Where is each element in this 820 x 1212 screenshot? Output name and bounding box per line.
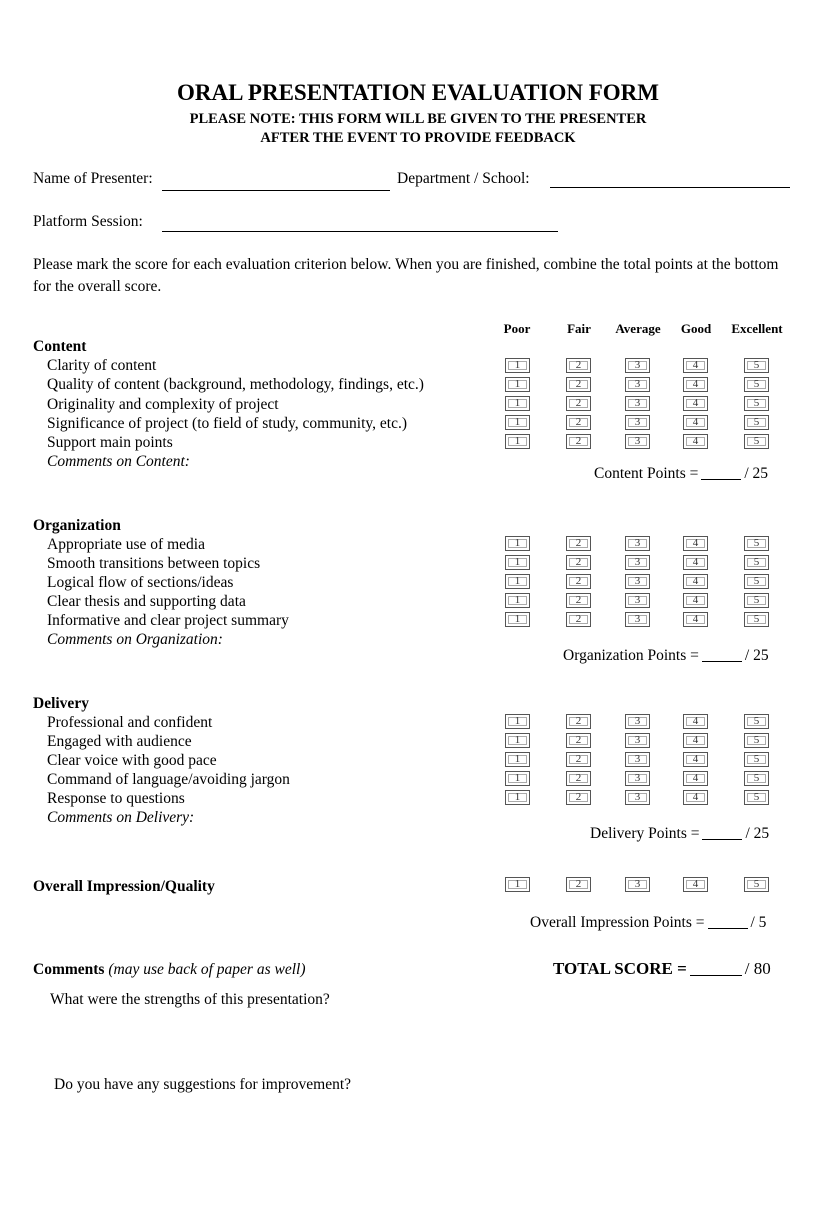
score-value: 1 bbox=[514, 791, 521, 803]
total-score-blank[interactable] bbox=[690, 974, 742, 976]
organization-points-max: / 25 bbox=[744, 647, 769, 664]
score-value: 3 bbox=[634, 772, 641, 784]
organization-score-box[interactable] bbox=[566, 536, 591, 551]
content-score-box[interactable] bbox=[744, 396, 769, 411]
criterion-label: Informative and clear project summary bbox=[47, 612, 289, 629]
score-value: 4 bbox=[692, 772, 699, 784]
presenter-name-label: Name of Presenter: bbox=[33, 170, 153, 187]
score-value: 2 bbox=[575, 791, 582, 803]
criterion-label: Professional and confident bbox=[47, 714, 213, 731]
criterion-label: Quality of content (background, methodology, findings, etc.) bbox=[47, 376, 424, 393]
criterion-label: Engaged with audience bbox=[47, 733, 192, 750]
comments-label-organization: Comments on Organization: bbox=[47, 631, 223, 648]
score-value: 2 bbox=[575, 416, 582, 428]
score-value: 4 bbox=[692, 416, 699, 428]
score-value: 2 bbox=[575, 594, 582, 606]
score-value: 5 bbox=[753, 416, 760, 428]
platform-session-field[interactable] bbox=[162, 231, 558, 232]
content-score-box[interactable] bbox=[566, 396, 591, 411]
scale-header-good: Good bbox=[680, 321, 712, 336]
presenter-name-field[interactable] bbox=[162, 190, 390, 191]
delivery-score-box[interactable] bbox=[625, 790, 650, 805]
score-value: 4 bbox=[692, 435, 699, 447]
criterion-label: Response to questions bbox=[47, 790, 185, 807]
score-value: 5 bbox=[753, 772, 760, 784]
score-value: 4 bbox=[692, 753, 699, 765]
delivery-score-box[interactable] bbox=[505, 790, 530, 805]
criterion-label: Clarity of content bbox=[47, 357, 157, 374]
score-value: 5 bbox=[753, 734, 760, 746]
score-value: 4 bbox=[692, 791, 699, 803]
overall-score-box[interactable] bbox=[566, 877, 591, 892]
organization-score-box[interactable] bbox=[683, 593, 708, 608]
criterion-label: Clear voice with good pace bbox=[47, 752, 217, 769]
delivery-score-box[interactable] bbox=[683, 790, 708, 805]
score-value: 5 bbox=[753, 878, 760, 890]
organization-points-blank[interactable] bbox=[702, 660, 742, 662]
organization-score-box[interactable] bbox=[744, 593, 769, 608]
score-value: 4 bbox=[692, 575, 699, 587]
score-value: 2 bbox=[575, 575, 582, 587]
score-value: 3 bbox=[634, 878, 641, 890]
score-value: 2 bbox=[575, 435, 582, 447]
score-value: 2 bbox=[575, 715, 582, 727]
score-value: 1 bbox=[514, 878, 521, 890]
overall-score-box[interactable] bbox=[505, 877, 530, 892]
delivery-points-row bbox=[590, 825, 769, 843]
score-value: 5 bbox=[753, 594, 760, 606]
organization-score-box[interactable] bbox=[683, 536, 708, 551]
organization-score-box[interactable] bbox=[505, 536, 530, 551]
content-score-box[interactable] bbox=[744, 434, 769, 449]
score-value: 1 bbox=[514, 613, 521, 625]
delivery-score-box[interactable] bbox=[566, 771, 591, 786]
total-score-label: TOTAL SCORE = bbox=[553, 959, 687, 978]
criterion-label: Appropriate use of media bbox=[47, 536, 205, 553]
content-score-box[interactable] bbox=[566, 415, 591, 430]
score-value: 2 bbox=[575, 878, 582, 890]
content-score-box[interactable] bbox=[625, 377, 650, 392]
comments-hint: (may use back of paper as well) bbox=[108, 961, 306, 978]
delivery-score-box[interactable] bbox=[625, 771, 650, 786]
content-score-box[interactable] bbox=[683, 396, 708, 411]
score-value: 3 bbox=[634, 753, 641, 765]
score-value: 3 bbox=[634, 556, 641, 568]
score-value: 1 bbox=[514, 575, 521, 587]
score-value: 1 bbox=[514, 715, 521, 727]
content-score-box[interactable] bbox=[505, 358, 530, 373]
section-title-delivery: Delivery bbox=[33, 695, 89, 712]
organization-score-box[interactable] bbox=[683, 612, 708, 627]
delivery-score-box[interactable] bbox=[566, 714, 591, 729]
organization-score-box[interactable] bbox=[625, 555, 650, 570]
overall-score-box[interactable] bbox=[683, 877, 708, 892]
score-value: 4 bbox=[692, 734, 699, 746]
section-title-content: Content bbox=[33, 338, 87, 355]
content-score-box[interactable] bbox=[683, 415, 708, 430]
score-value: 4 bbox=[692, 397, 699, 409]
department-field[interactable] bbox=[550, 187, 790, 188]
section-title-overall: Overall Impression/Quality bbox=[33, 878, 215, 895]
score-value: 2 bbox=[575, 753, 582, 765]
content-points-label: Content Points = bbox=[594, 465, 699, 482]
criterion-label: Support main points bbox=[47, 434, 173, 451]
delivery-score-box[interactable] bbox=[744, 714, 769, 729]
delivery-score-box[interactable] bbox=[683, 771, 708, 786]
score-value: 5 bbox=[753, 537, 760, 549]
criterion-label: Logical flow of sections/ideas bbox=[47, 574, 234, 591]
content-score-box[interactable] bbox=[683, 358, 708, 373]
total-score-max: / 80 bbox=[744, 959, 771, 978]
organization-score-box[interactable] bbox=[566, 574, 591, 589]
score-value: 3 bbox=[634, 537, 641, 549]
overall-score-box[interactable] bbox=[744, 877, 769, 892]
organization-score-box[interactable] bbox=[744, 612, 769, 627]
score-value: 4 bbox=[692, 594, 699, 606]
score-value: 4 bbox=[692, 613, 699, 625]
organization-score-box[interactable] bbox=[505, 555, 530, 570]
score-value: 2 bbox=[575, 378, 582, 390]
organization-score-box[interactable] bbox=[625, 593, 650, 608]
criterion-label: Smooth transitions between topics bbox=[47, 555, 261, 572]
organization-score-box[interactable] bbox=[505, 574, 530, 589]
score-value: 4 bbox=[692, 378, 699, 390]
organization-score-box[interactable] bbox=[744, 574, 769, 589]
organization-points-label: Organization Points = bbox=[563, 647, 699, 664]
form-note-line-1: PLEASE NOTE: THIS FORM WILL BE GIVEN TO THE PRESENTER bbox=[189, 111, 647, 127]
criterion-label: Originality and complexity of project bbox=[47, 396, 279, 413]
score-value: 2 bbox=[575, 734, 582, 746]
score-value: 2 bbox=[575, 537, 582, 549]
organization-score-box[interactable] bbox=[625, 536, 650, 551]
score-value: 1 bbox=[514, 416, 521, 428]
score-value: 3 bbox=[634, 416, 641, 428]
score-value: 3 bbox=[634, 594, 641, 606]
content-score-box[interactable] bbox=[625, 358, 650, 373]
strengths-question: What were the strengths of this presentation? bbox=[50, 991, 330, 1008]
score-value: 5 bbox=[753, 575, 760, 587]
content-score-box[interactable] bbox=[683, 377, 708, 392]
delivery-score-box[interactable] bbox=[683, 714, 708, 729]
score-value: 1 bbox=[514, 537, 521, 549]
score-value: 5 bbox=[753, 435, 760, 447]
overall-points-row bbox=[530, 914, 766, 932]
score-value: 5 bbox=[753, 613, 760, 625]
content-score-box[interactable] bbox=[566, 358, 591, 373]
delivery-score-box[interactable] bbox=[505, 752, 530, 767]
delivery-score-box[interactable] bbox=[505, 771, 530, 786]
delivery-score-box[interactable] bbox=[566, 752, 591, 767]
section-title-organization: Organization bbox=[33, 517, 121, 534]
content-score-box[interactable] bbox=[683, 434, 708, 449]
comments-title: Comments bbox=[33, 961, 105, 978]
content-score-box[interactable] bbox=[505, 396, 530, 411]
delivery-score-box[interactable] bbox=[744, 752, 769, 767]
form-title: ORAL PRESENTATION EVALUATION FORM bbox=[176, 80, 659, 105]
score-value: 3 bbox=[634, 715, 641, 727]
scale-header-fair: Fair bbox=[567, 321, 591, 336]
content-points-row bbox=[594, 465, 768, 483]
comments-label-content: Comments on Content: bbox=[47, 453, 190, 470]
overall-points-label: Overall Impression Points = bbox=[530, 914, 705, 931]
content-score-box[interactable] bbox=[625, 396, 650, 411]
score-value: 3 bbox=[634, 575, 641, 587]
content-score-box[interactable] bbox=[566, 434, 591, 449]
delivery-score-box[interactable] bbox=[744, 733, 769, 748]
content-points-max: / 25 bbox=[744, 465, 769, 482]
score-value: 3 bbox=[634, 734, 641, 746]
department-label: Department / School: bbox=[397, 170, 530, 187]
delivery-score-box[interactable] bbox=[625, 752, 650, 767]
score-value: 5 bbox=[753, 397, 760, 409]
score-value: 1 bbox=[514, 378, 521, 390]
platform-session-label: Platform Session: bbox=[33, 213, 143, 230]
organization-score-box[interactable] bbox=[683, 574, 708, 589]
content-score-box[interactable] bbox=[744, 377, 769, 392]
criterion-label: Clear thesis and supporting data bbox=[47, 593, 246, 610]
score-value: 3 bbox=[634, 378, 641, 390]
score-value: 3 bbox=[634, 397, 641, 409]
form-note-line-2: AFTER THE EVENT TO PROVIDE FEEDBACK bbox=[260, 130, 576, 146]
comments-heading bbox=[33, 961, 306, 979]
scale-header-average: Average bbox=[615, 321, 661, 336]
comments-label-delivery: Comments on Delivery: bbox=[47, 809, 195, 826]
organization-score-box[interactable] bbox=[566, 555, 591, 570]
score-value: 4 bbox=[692, 878, 699, 890]
score-value: 2 bbox=[575, 397, 582, 409]
delivery-points-max: / 25 bbox=[745, 825, 770, 842]
instructions-paragraph: Please mark the score for each evaluation criterion below. When you are finished, combine the total points at the bottom for the overall score. bbox=[33, 256, 779, 295]
score-value: 1 bbox=[514, 435, 521, 447]
score-value: 5 bbox=[753, 359, 760, 371]
delivery-points-label: Delivery Points = bbox=[590, 825, 700, 842]
overall-points-blank[interactable] bbox=[708, 927, 748, 929]
organization-points-row bbox=[563, 647, 769, 665]
content-score-box[interactable] bbox=[505, 377, 530, 392]
organization-score-box[interactable] bbox=[566, 612, 591, 627]
score-value: 3 bbox=[634, 791, 641, 803]
delivery-score-box[interactable] bbox=[566, 733, 591, 748]
overall-score-box[interactable] bbox=[625, 877, 650, 892]
score-value: 2 bbox=[575, 359, 582, 371]
organization-score-box[interactable] bbox=[505, 612, 530, 627]
score-value: 1 bbox=[514, 556, 521, 568]
score-value: 1 bbox=[514, 594, 521, 606]
delivery-score-box[interactable] bbox=[744, 771, 769, 786]
delivery-score-box[interactable] bbox=[744, 790, 769, 805]
score-value: 5 bbox=[753, 378, 760, 390]
delivery-score-box[interactable] bbox=[683, 733, 708, 748]
organization-score-box[interactable] bbox=[744, 536, 769, 551]
organization-score-box[interactable] bbox=[625, 574, 650, 589]
score-value: 1 bbox=[514, 397, 521, 409]
score-value: 3 bbox=[634, 613, 641, 625]
score-value: 1 bbox=[514, 753, 521, 765]
content-score-box[interactable] bbox=[505, 434, 530, 449]
suggestions-question: Do you have any suggestions for improvement? bbox=[54, 1076, 352, 1093]
score-value: 2 bbox=[575, 772, 582, 784]
score-value: 3 bbox=[634, 359, 641, 371]
score-value: 1 bbox=[514, 734, 521, 746]
content-score-box[interactable] bbox=[744, 415, 769, 430]
score-value: 4 bbox=[692, 359, 699, 371]
score-value: 1 bbox=[514, 772, 521, 784]
delivery-score-box[interactable] bbox=[566, 790, 591, 805]
organization-score-box[interactable] bbox=[683, 555, 708, 570]
organization-score-box[interactable] bbox=[566, 593, 591, 608]
delivery-score-box[interactable] bbox=[505, 733, 530, 748]
criterion-label: Command of language/avoiding jargon bbox=[47, 771, 290, 788]
score-value: 5 bbox=[753, 715, 760, 727]
score-value: 4 bbox=[692, 556, 699, 568]
score-value: 5 bbox=[753, 556, 760, 568]
scale-header-poor: Poor bbox=[503, 321, 531, 336]
score-value: 4 bbox=[692, 537, 699, 549]
delivery-points-blank[interactable] bbox=[702, 838, 742, 840]
scale-header-excellent: Excellent bbox=[731, 321, 783, 336]
delivery-score-box[interactable] bbox=[683, 752, 708, 767]
organization-score-box[interactable] bbox=[625, 612, 650, 627]
delivery-score-box[interactable] bbox=[625, 733, 650, 748]
score-value: 2 bbox=[575, 556, 582, 568]
content-score-box[interactable] bbox=[505, 415, 530, 430]
overall-points-max: / 5 bbox=[750, 914, 767, 931]
score-value: 2 bbox=[575, 613, 582, 625]
organization-score-box[interactable] bbox=[744, 555, 769, 570]
total-score-row bbox=[553, 959, 771, 979]
content-score-box[interactable] bbox=[566, 377, 591, 392]
delivery-score-box[interactable] bbox=[625, 714, 650, 729]
score-value: 1 bbox=[514, 359, 521, 371]
content-score-box[interactable] bbox=[744, 358, 769, 373]
score-value: 4 bbox=[692, 715, 699, 727]
organization-score-box[interactable] bbox=[505, 593, 530, 608]
content-points-blank[interactable] bbox=[701, 478, 741, 480]
criterion-label: Significance of project (to field of study, community, etc.) bbox=[47, 415, 407, 432]
score-value: 5 bbox=[753, 753, 760, 765]
content-score-box[interactable] bbox=[625, 415, 650, 430]
score-value: 5 bbox=[753, 791, 760, 803]
content-score-box[interactable] bbox=[625, 434, 650, 449]
delivery-score-box[interactable] bbox=[505, 714, 530, 729]
score-value: 3 bbox=[634, 435, 641, 447]
